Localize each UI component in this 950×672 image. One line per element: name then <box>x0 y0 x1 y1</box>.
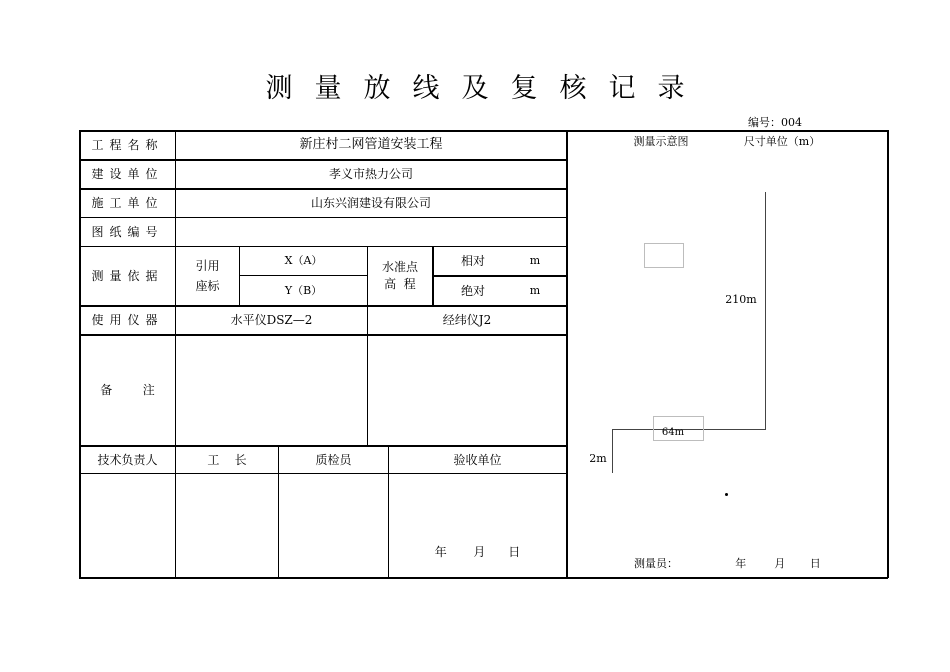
document-number: 编号：004 <box>748 116 802 129</box>
drawing-number-value[interactable] <box>176 218 566 246</box>
document-title: 测量放线及复核记录 <box>265 73 707 104</box>
sketch-dim-210: 210m <box>725 293 757 306</box>
tech-lead-signature[interactable] <box>80 474 175 577</box>
frame-right <box>887 130 889 578</box>
acceptance-unit-label: 验收单位 <box>453 452 502 467</box>
contractor-label: 施工单位 <box>91 196 164 210</box>
frame-sketch-divider <box>566 130 568 578</box>
benchmark-elevation-label: 水准点 高 程 <box>381 260 418 291</box>
inspector-signature[interactable] <box>279 474 388 577</box>
sketch-pipe-vertical <box>765 192 766 430</box>
reference-coordinate-label: 引用 座标 <box>195 259 220 293</box>
sketch-dim-2: 2m <box>589 452 607 465</box>
foreman-signature[interactable] <box>176 474 278 577</box>
absolute-elevation-unit: m <box>529 284 541 297</box>
project-name-value: 新庄村二网管道安装工程 <box>299 137 443 152</box>
relative-elevation-unit: m <box>529 254 541 267</box>
remarks-label: 备 注 <box>100 383 155 397</box>
relative-elevation-label: 相对 <box>460 254 485 268</box>
sketch-placeholder-box <box>644 243 684 268</box>
absolute-elevation-label: 绝对 <box>460 284 485 298</box>
instrument-theodolite: 经纬仪J2 <box>442 313 492 327</box>
sketch-dim-64: 64m <box>661 427 685 438</box>
surveyor-date: 年 月 日 <box>735 557 821 570</box>
instrument-level: 水平仪DSZ—2 <box>230 313 313 327</box>
tech-lead-label: 技术负责人 <box>97 452 158 467</box>
remarks-area-2[interactable] <box>368 335 566 445</box>
y-coordinate-label: Y（B） <box>284 283 323 297</box>
surveyor-label: 测量员： <box>634 557 678 570</box>
sketch-header: 测量示意图 <box>633 135 689 148</box>
foreman-label: 工 长 <box>207 452 247 467</box>
sketch-pipe-drop <box>612 429 613 473</box>
owner-value: 孝义市热力公司 <box>328 167 413 181</box>
contractor-value: 山东兴润建设有限公司 <box>310 196 431 210</box>
survey-basis-label: 测量依据 <box>91 269 164 283</box>
sketch-unit: 尺寸单位（m） <box>743 135 821 148</box>
owner-label: 建设单位 <box>91 167 164 181</box>
frame-bottom <box>79 577 888 579</box>
remarks-area-1[interactable] <box>176 335 367 445</box>
acceptance-date: 年 月 日 <box>434 545 521 559</box>
instrument-label: 使用仪器 <box>91 313 164 327</box>
x-coordinate-label: X（A） <box>284 254 323 267</box>
sketch-point-marker <box>725 493 728 496</box>
inspector-label: 质检员 <box>315 452 352 467</box>
drawing-number-label: 图纸编号 <box>91 225 164 239</box>
project-name-label: 工程名称 <box>91 138 164 152</box>
